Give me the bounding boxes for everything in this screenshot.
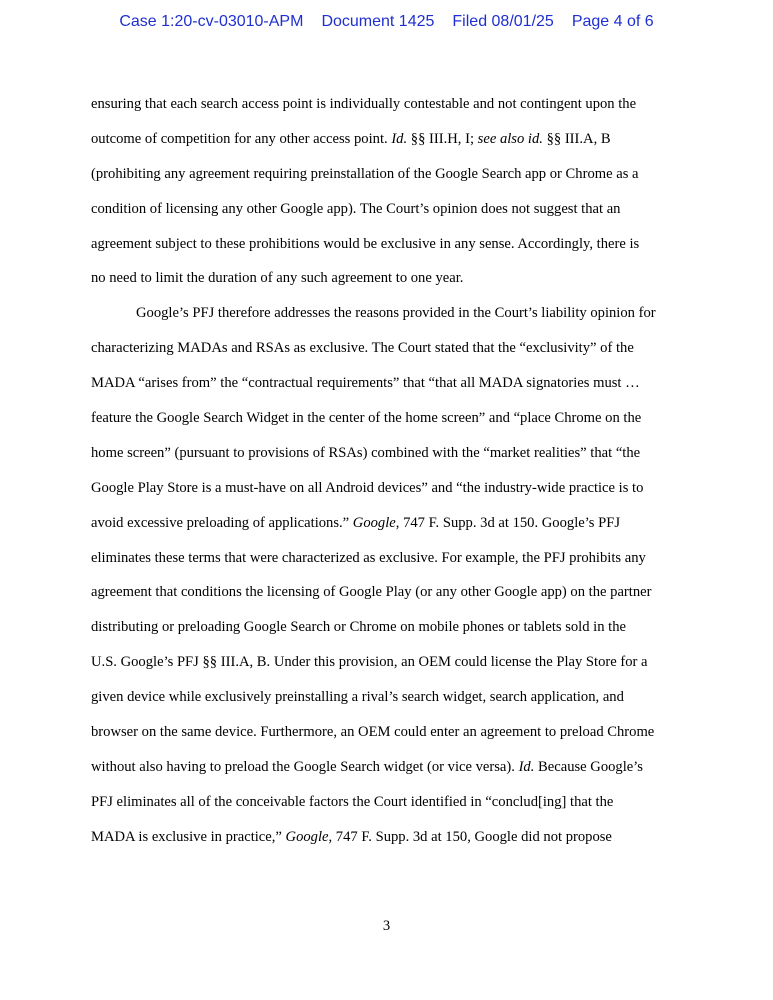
document-body	[91, 87, 691, 855]
document-header	[0, 13, 773, 31]
text-line: distributing or preloading Google Search or Chrome on mobile phones or tablets sold in the	[91, 619, 627, 636]
text-line: Google Play Store is a must-have on all Android devices” and “the industry-wide practice is to	[91, 479, 644, 496]
paragraph-1	[91, 87, 691, 296]
paragraph-2	[91, 296, 691, 854]
text-line: browser on the same device. Furthermore, an OEM could enter an agreement to preload Chrome	[91, 724, 655, 741]
text-line: feature the Google Search Widget in the center of the home screen” and “place Chrome on the	[91, 410, 642, 427]
text-line: condition of licensing any other Google app). The Court’s opinion does not suggest that an	[91, 200, 621, 217]
text-line: PFJ eliminates all of the conceivable factors the Court identified in “conclud[ing] that the	[91, 793, 614, 810]
page-indicator: Page 4 of 6	[571, 13, 654, 30]
text-line	[91, 122, 691, 157]
text-line: MADA “arises from” the “contractual requirements” that “that all MADA signatories must …	[91, 375, 640, 392]
text-line: agreement subject to these prohibitions would be exclusive in any sense. Accordingly, there is	[91, 235, 640, 252]
citation-see-also: see also id.	[477, 130, 543, 147]
text-line	[91, 750, 691, 785]
page-number: 3	[382, 918, 391, 934]
text-line: (prohibiting any agreement requiring preinstallation of the Google Search app or Chrome as a	[91, 165, 639, 182]
case-citation: Google	[285, 828, 329, 845]
text-run: , 747 F. Supp. 3d at 150. Google’s PFJ	[395, 514, 621, 531]
text-line: no need to limit the duration of any such agreement to one year.	[91, 270, 464, 287]
text-line: agreement that conditions the licensing of Google Play (or any other Google app) on the partner	[91, 584, 652, 601]
text-line	[91, 506, 691, 541]
text-line	[91, 820, 691, 855]
text-line: given device while exclusively preinstalling a rival’s search widget, search application, and	[91, 689, 624, 706]
case-citation: Google	[352, 514, 396, 531]
text-line: home screen” (pursuant to provisions of RSAs) combined with the “market realities” that “the	[91, 444, 641, 461]
citation-id: Id.	[518, 758, 535, 775]
document-number: Document 1425	[321, 13, 435, 30]
text-line: ensuring that each search access point is individually contestable and not contingent upon the	[91, 96, 637, 112]
text-line: U.S. Google’s PFJ §§ III.A, B. Under this provision, an OEM could license the Play Store for a	[91, 654, 648, 671]
text-run: MADA is exclusive in practice,”	[91, 828, 286, 845]
filed-date: Filed 08/01/25	[452, 13, 554, 30]
text-run: §§ III.A, B	[542, 130, 611, 147]
text-run: without also having to preload the Google Search widget (or vice versa).	[91, 758, 519, 775]
citation-id: Id.	[391, 130, 408, 147]
text-line: Google’s PFJ therefore addresses the reasons provided in the Court’s liability opinion for	[136, 305, 656, 322]
case-number: Case 1:20-cv-03010-APM	[119, 13, 304, 30]
text-run: §§ III.H, I;	[407, 130, 478, 147]
text-run: , 747 F. Supp. 3d at 150, Google did not propose	[328, 828, 612, 845]
text-line: eliminates these terms that were characterized as exclusive. For example, the PFJ prohibits any	[91, 549, 646, 566]
text-run: Because Google’s	[534, 758, 643, 775]
text-run: outcome of competition for any other access point.	[91, 130, 392, 147]
text-line: characterizing MADAs and RSAs as exclusive. The Court stated that the “exclusivity” of the	[91, 340, 634, 357]
text-run: avoid excessive preloading of applications.”	[91, 514, 353, 531]
